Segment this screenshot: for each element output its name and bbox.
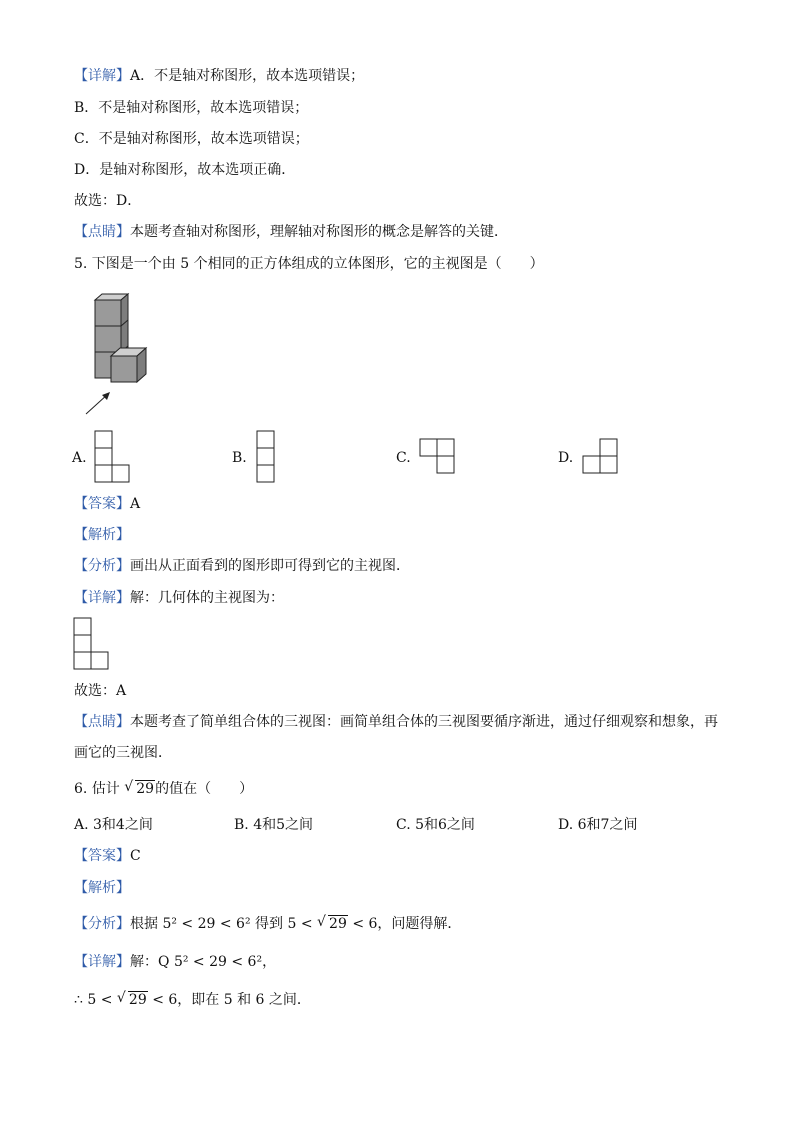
q6-detail-pre: 解： — [130, 954, 158, 970]
comment-tag: 【点睛】 — [74, 224, 130, 240]
q5-analysis — [74, 556, 410, 576]
q4-detail-b: B．不是轴对称图形，故本选项错误； — [74, 100, 309, 116]
analysis-label-tag: 【分析】 — [74, 916, 130, 932]
q5-option-c-figure — [419, 438, 457, 476]
q6-stem-pre: 6. 估计 — [74, 781, 120, 797]
answer-tag: 【答案】 — [74, 496, 130, 512]
q6-ineq-2-post: < 6 — [352, 916, 378, 932]
q5-option-a-label: A. — [72, 450, 87, 466]
q5-comment-text-1: 本题考查了简单组合体的三视图：画简单组合体的三视图要循序渐进，通过仔细观察和想象，再 — [130, 714, 718, 730]
q5-option-d-figure — [582, 438, 620, 476]
sqrt-expression — [117, 990, 148, 1010]
q6-ineq-1: 5² < 29 < 6² — [162, 916, 251, 932]
q5-front-view-figure — [73, 617, 111, 671]
analysis-tag: 【解析】 — [74, 527, 130, 543]
q6-concl-text: ，即在 5 和 6 之间． — [177, 992, 311, 1008]
q5-analysis-text: 画出从正面看到的图形即可得到它的主视图． — [130, 558, 410, 574]
therefore-symbol: ∴ — [74, 992, 83, 1008]
q4-choice: 故选：D． — [74, 193, 142, 209]
answer-tag: 【答案】 — [74, 848, 130, 864]
q5-analysis-heading — [74, 525, 130, 545]
q6-answer — [74, 846, 141, 866]
q6-detail — [74, 952, 276, 972]
sqrt-icon: √ — [124, 779, 134, 795]
q6-detail-post: ， — [262, 954, 277, 970]
radicand: 29 — [329, 916, 347, 932]
q5-stem: 5. 下图是一个由 5 个相同的正方体组成的立体图形，它的主视图是（ ） — [74, 256, 544, 272]
sqrt-expression — [317, 914, 348, 934]
q5-detail — [74, 588, 284, 608]
q6-stem-post: 的值在（ ） — [155, 781, 254, 797]
q4-detail-line — [74, 66, 364, 86]
q6-ineq-2-pre: 5 < — [287, 916, 313, 932]
q6-option-a: A. 3和4之间 — [74, 817, 153, 833]
q6-analysis-post: ，问题得解． — [377, 916, 462, 932]
q6-option-d: D. 6和7之间 — [558, 817, 638, 833]
detail-tag: 【详解】 — [74, 68, 130, 84]
q6-analysis-pre: 根据 — [130, 916, 158, 932]
q4-comment — [74, 222, 508, 242]
q6-answer-value: C — [130, 848, 141, 864]
radicand: 29 — [128, 992, 147, 1008]
q6-concl-post: < 6 — [152, 992, 178, 1008]
q4-detail-d: D．是轴对称图形，故本选项正确． — [74, 162, 296, 178]
q6-conclusion — [74, 990, 311, 1010]
q6-stem — [74, 779, 253, 799]
sqrt-expression — [124, 779, 155, 799]
q6-analysis — [74, 914, 461, 934]
sqrt-icon: √ — [317, 914, 326, 930]
q5-detail-text: 解：几何体的主视图为： — [130, 590, 284, 606]
q5-option-c-label: C. — [396, 450, 411, 466]
q5-3d-figure — [82, 290, 162, 420]
detail-tag: 【详解】 — [74, 590, 130, 606]
analysis-tag: 【解析】 — [74, 880, 130, 896]
q6-option-b: B. 4和5之间 — [234, 817, 314, 833]
q5-choice: 故选：A — [74, 683, 127, 699]
q5-comment-line-1 — [74, 712, 718, 732]
radicand: 29 — [136, 781, 155, 797]
because-symbol: Q — [158, 954, 170, 970]
q4-detail-c: C．不是轴对称图形，故本选项错误； — [74, 131, 309, 147]
q5-comment-line-2: 画它的三视图． — [74, 745, 172, 761]
q5-option-d-label: D. — [558, 450, 574, 466]
q5-option-b-label: B. — [232, 450, 247, 466]
q5-answer-value: A — [130, 496, 141, 512]
q6-concl-pre: 5 < — [87, 992, 113, 1008]
q5-option-a-figure — [94, 430, 130, 484]
analysis-label-tag: 【分析】 — [74, 558, 130, 574]
q6-detail-ineq: 5² < 29 < 6² — [173, 954, 263, 970]
comment-tag: 【点睛】 — [74, 714, 130, 730]
q4-detail-a: A．不是轴对称图形，故本选项错误； — [130, 68, 365, 84]
sqrt-icon: √ — [116, 990, 126, 1006]
q4-comment-text: 本题考查轴对称图形，理解轴对称图形的概念是解答的关键． — [130, 224, 508, 240]
q6-analysis-mid: 得到 — [255, 916, 284, 932]
q5-answer — [74, 494, 140, 514]
detail-tag: 【详解】 — [74, 954, 130, 970]
q5-option-b-figure — [256, 430, 276, 484]
q6-option-c: C. 5和6之间 — [396, 817, 475, 833]
q6-analysis-heading — [74, 878, 130, 898]
